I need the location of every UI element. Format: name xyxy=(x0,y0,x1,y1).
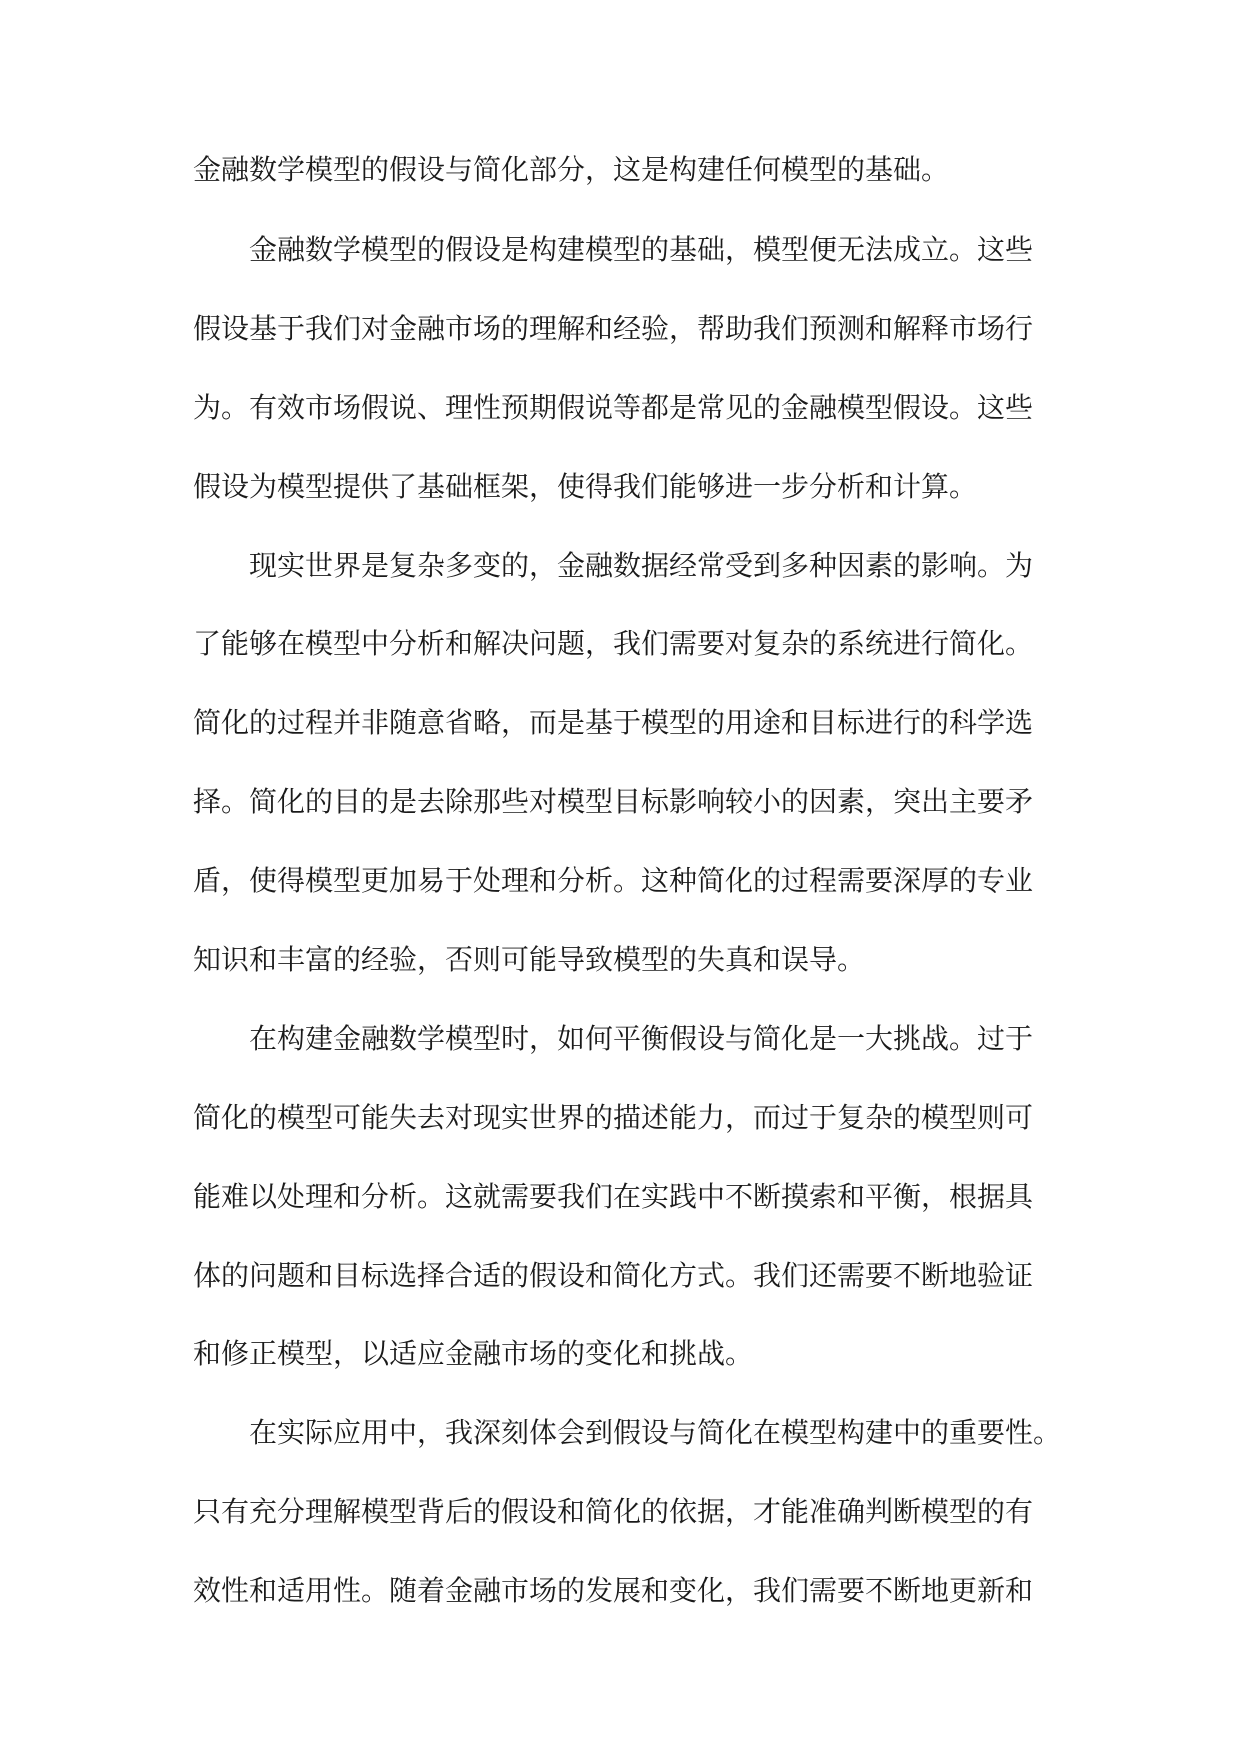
paragraph-first-line: 在构建金融数学模型时，如何平衡假设与简化是一大挑战。过于 xyxy=(249,1022,1034,1055)
text-line: 假设为模型提供了基础框架，使得我们能够进一步分析和计算。 xyxy=(193,470,978,503)
text-line: 假设基于我们对金融市场的理解和经验，帮助我们预测和解释市场行 xyxy=(193,312,1034,345)
text-line: 简化的模型可能失去对现实世界的描述能力，而过于复杂的模型则可 xyxy=(193,1101,1034,1134)
text-line: 为。有效市场假说、理性预期假说等都是常见的金融模型假设。这些 xyxy=(193,391,1034,424)
text-line: 了能够在模型中分析和解决问题，我们需要对复杂的系统进行简化。 xyxy=(193,627,1034,660)
text-line: 效性和适用性。随着金融市场的发展和变化，我们需要不断地更新和 xyxy=(193,1574,1034,1607)
text-line: 和修正模型，以适应金融市场的变化和挑战。 xyxy=(193,1337,754,1370)
paragraph-first-line: 金融数学模型的假设是构建模型的基础，模型便无法成立。这些 xyxy=(249,233,1034,266)
paragraph-first-line: 在实际应用中，我深刻体会到假设与简化在模型构建中的重要性。 xyxy=(249,1416,1062,1449)
text-line: 择。简化的目的是去除那些对模型目标影响较小的因素，突出主要矛 xyxy=(193,785,1034,818)
text-line: 体的问题和目标选择合适的假设和简化方式。我们还需要不断地验证 xyxy=(193,1259,1034,1292)
text-line: 简化的过程并非随意省略，而是基于模型的用途和目标进行的科学选 xyxy=(193,706,1034,739)
paragraph-first-line: 现实世界是复杂多变的，金融数据经常受到多种因素的影响。为 xyxy=(249,549,1034,582)
text-line: 盾，使得模型更加易于处理和分析。这种简化的过程需要深厚的专业 xyxy=(193,864,1034,897)
text-line: 能难以处理和分析。这就需要我们在实践中不断摸索和平衡，根据具 xyxy=(193,1180,1034,1213)
text-line: 只有充分理解模型背后的假设和简化的依据，才能准确判断模型的有 xyxy=(193,1495,1034,1528)
text-line: 金融数学模型的假设与简化部分，这是构建任何模型的基础。 xyxy=(193,153,950,186)
text-line: 知识和丰富的经验，否则可能导致模型的失真和误导。 xyxy=(193,943,866,976)
